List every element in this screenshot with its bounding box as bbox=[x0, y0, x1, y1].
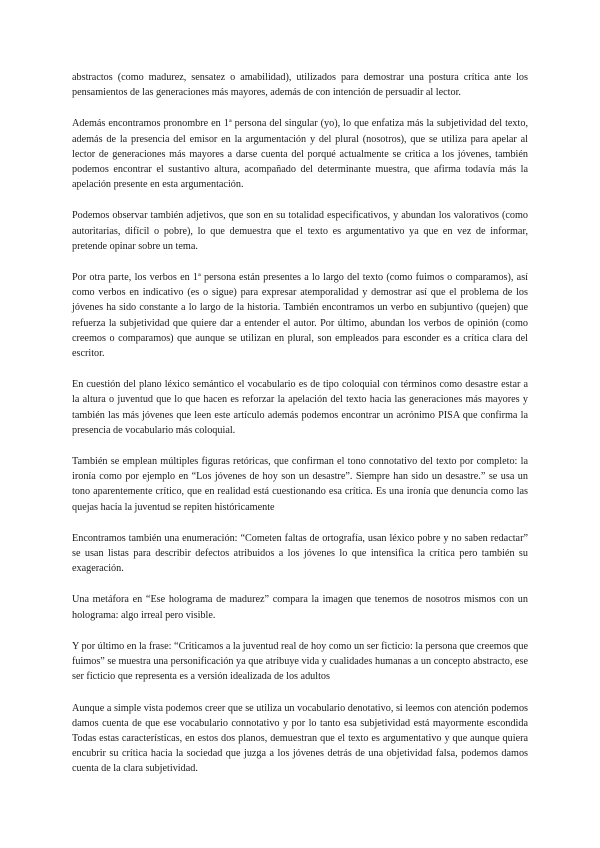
paragraph-8: Una metáfora en “Ese holograma de madurez” compara la imagen que tenemos de nosotros mismos con un holograma: algo irreal pero visible. bbox=[72, 594, 528, 621]
paragraph-5: En cuestión del plano léxico semántico el vocabulario es de tipo coloquial con términos como desastre estar a la altura o juventud que lo que hacen es reforzar la apelación del texto hacia las generaciones más mayores y también las más jóvenes que leen este artículo además podemos encontrar un acrónimo PISA que confirma la presencia de vocabulario más coloquial. bbox=[72, 379, 528, 436]
document-body bbox=[72, 70, 528, 793]
paragraph-1: abstractos (como madurez, sensatez o amabilidad), utilizados para demostrar una postura crítica ante los pensamientos de las generaciones más mayores, además de con intención de persuadir al lector. bbox=[72, 72, 528, 99]
paragraph-7: Encontramos también una enumeración: “Cometen faltas de ortografía, usan léxico pobre y no saben redactar” se usan listas para describir defectos atribuidos a los jóvenes lo que intensifica la crítica pero también su exageración. bbox=[72, 532, 528, 575]
paragraph-3: Podemos observar también adjetivos, que son en su totalidad especificativos, y abundan los valorativos (como autoritarias, difícil o pobre), lo que demuestra que el texto es argumentativo ya que en vez de informar, pretende opinar sobre un tema. bbox=[72, 210, 528, 252]
paragraph-10: Aunque a simple vista podemos creer que se utiliza un vocabulario denotativo, si leemos con atención podemos damos cuenta de que ese vocabulario connotativo y por lo tanto esa subjetividad está mayormente escondida Todas estas características, en estos dos planos, demuestran que el texto es argumentativo y que aunque quiera encubrir su crítica hacia la sociedad que juzga a los jóvenes detrás de una objetividad falsa, podemos damos cuenta de la clara subjetividad. bbox=[72, 702, 528, 775]
paragraph-6: También se emplean múltiples figuras retóricas, que confirman el tono connotativo del texto por completo: la ironía como por ejemplo en “Los jóvenes de hoy son un desastre”. Siempre han sido un desastre.” se usa un tono aparentemente crítico, que en realidad está cuestionando esa crítica. Es una ironía que denuncia como las quejas hacia la juventud se repiten históricamente bbox=[72, 456, 528, 513]
paragraph-9: Y por último en la frase: “Criticamos a la juventud real de hoy como un ser ficticio: la persona que creemos que fuimos” se muestra una personificación ya que atribuye vida y cualidades humanas a un concepto abstracto, ese ser ficticio que representa es a versión idealizada de los adultos bbox=[72, 640, 528, 683]
paragraph-2: Además encontramos pronombre en 1ª persona del singular (yo), lo que enfatiza más la subjetividad del texto, además de la presencia del emisor en la argumentación y del plural (nosotros), que se utiliza para apelar al lector de generaciones más mayores a darse cuenta del porqué actualmente se critica a los jóvenes, también podemos encontrar el sustantivo altura, acompañado del determinante muestra, que afirma todavía más la apelación presente en esta argumentación. bbox=[72, 118, 528, 191]
paragraph-4: Por otra parte, los verbos en 1ª persona están presentes a lo largo del texto (como fuimos o comparamos), así como verbos en indicativo (es o sigue) para expresar atemporalidad y demostrar así que el problema de los jóvenes ha sido constante a lo largo de la historia. También encontramos un verbo en subjuntivo (quejen) que refuerza la subjetividad que quiere dar a entender el autor. Por último, abundan los verbos de opinión (como creemos o comparamos) que aunque se utilizan en plural, son empleados para esconder es a crítica clara del escritor. bbox=[72, 272, 528, 360]
